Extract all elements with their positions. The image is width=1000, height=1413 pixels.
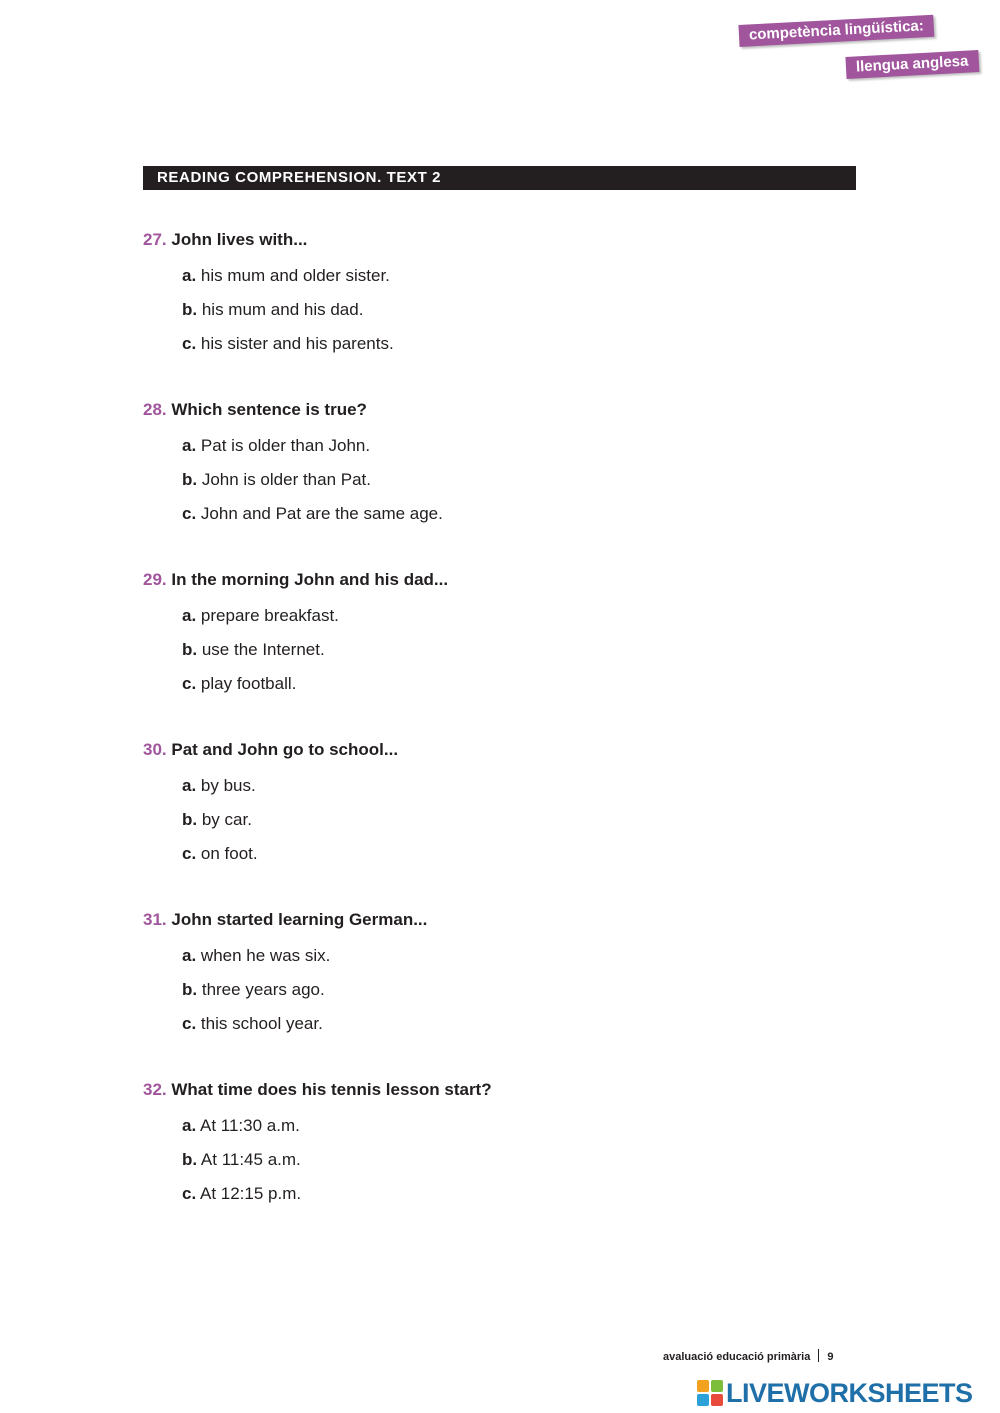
- question-31: [143, 906, 843, 1046]
- option-b[interactable]: [182, 468, 843, 502]
- option-letter: b.: [182, 810, 198, 829]
- question-30: [143, 736, 843, 876]
- option-letter: b.: [182, 1150, 198, 1169]
- option-a[interactable]: [182, 1114, 843, 1148]
- liveworksheets-logo-icon: [697, 1380, 723, 1406]
- question-number: 27.: [143, 230, 167, 249]
- option-list: [143, 944, 843, 1046]
- option-a[interactable]: [182, 264, 843, 298]
- option-letter: b.: [182, 640, 198, 659]
- footer-text: avaluació educació primària: [663, 1351, 811, 1363]
- question-number: 32.: [143, 1080, 167, 1099]
- option-letter: a.: [182, 1116, 197, 1135]
- option-c[interactable]: [182, 332, 843, 366]
- option-text: prepare breakfast.: [200, 606, 339, 625]
- page-footer: [663, 1349, 833, 1365]
- option-letter: c.: [182, 334, 197, 353]
- option-letter: a.: [182, 266, 197, 285]
- option-c[interactable]: [182, 502, 843, 536]
- option-c[interactable]: [182, 1182, 843, 1216]
- option-list: [143, 434, 843, 536]
- option-letter: a.: [182, 436, 197, 455]
- question-text: Which sentence is true?: [171, 400, 367, 419]
- question-number: 31.: [143, 910, 167, 929]
- option-b[interactable]: [182, 808, 843, 842]
- option-text: his sister and his parents.: [200, 334, 394, 353]
- question-28: [143, 396, 843, 536]
- option-text: three years ago.: [201, 980, 325, 999]
- question-32: [143, 1076, 843, 1216]
- option-b[interactable]: [182, 1148, 843, 1182]
- question-line: [143, 566, 843, 594]
- question-line: [143, 906, 843, 934]
- footer-divider: [818, 1349, 819, 1362]
- question-text: Pat and John go to school...: [171, 740, 399, 759]
- logo-text: LIVEWORKSHEETS: [726, 1378, 973, 1408]
- option-text: his mum and older sister.: [200, 266, 390, 285]
- question-text: In the morning John and his dad...: [171, 570, 449, 589]
- question-line: [143, 226, 843, 254]
- option-text: Pat is older than John.: [200, 436, 371, 455]
- option-a[interactable]: [182, 774, 843, 808]
- option-text: this school year.: [200, 1014, 323, 1033]
- option-b[interactable]: [182, 978, 843, 1012]
- page-number: 9: [827, 1351, 834, 1363]
- option-list: [143, 264, 843, 366]
- option-a[interactable]: [182, 944, 843, 978]
- section-title-bar: READING COMPREHENSION. TEXT 2: [143, 166, 856, 190]
- option-list: [143, 1114, 843, 1216]
- option-text: on foot.: [200, 844, 258, 863]
- option-letter: b.: [182, 300, 198, 319]
- option-text: John is older than Pat.: [201, 470, 372, 489]
- subject-tag-line2: llengua anglesa: [845, 50, 979, 79]
- question-number: 29.: [143, 570, 167, 589]
- option-a[interactable]: [182, 604, 843, 638]
- question-line: [143, 396, 843, 424]
- option-text: At 12:15 p.m.: [199, 1184, 302, 1203]
- option-text: by bus.: [200, 776, 256, 795]
- option-letter: c.: [182, 1014, 197, 1033]
- question-text: John started learning German...: [171, 910, 428, 929]
- question-27: [143, 226, 843, 366]
- option-letter: a.: [182, 776, 197, 795]
- option-text: use the Internet.: [201, 640, 325, 659]
- question-29: [143, 566, 843, 706]
- option-letter: b.: [182, 470, 198, 489]
- option-c[interactable]: [182, 1012, 843, 1046]
- option-text: his mum and his dad.: [201, 300, 364, 319]
- question-number: 30.: [143, 740, 167, 759]
- option-text: At 11:30 a.m.: [199, 1116, 300, 1135]
- option-b[interactable]: [182, 638, 843, 672]
- option-letter: c.: [182, 674, 197, 693]
- question-text: What time does his tennis lesson start?: [171, 1080, 492, 1099]
- option-text: John and Pat are the same age.: [200, 504, 443, 523]
- liveworksheets-logo[interactable]: [697, 1377, 973, 1409]
- option-letter: c.: [182, 504, 197, 523]
- question-text: John lives with...: [171, 230, 308, 249]
- option-letter: c.: [182, 844, 197, 863]
- option-letter: c.: [182, 1184, 197, 1203]
- option-c[interactable]: [182, 842, 843, 876]
- option-text: At 11:45 a.m.: [200, 1150, 301, 1169]
- question-number: 28.: [143, 400, 167, 419]
- subject-tag-line1: competència lingüística:: [738, 15, 934, 47]
- question-line: [143, 736, 843, 764]
- option-list: [143, 774, 843, 876]
- question-line: [143, 1076, 843, 1104]
- option-letter: a.: [182, 606, 197, 625]
- option-letter: a.: [182, 946, 197, 965]
- option-text: when he was six.: [200, 946, 331, 965]
- option-a[interactable]: [182, 434, 843, 468]
- option-c[interactable]: [182, 672, 843, 706]
- option-text: by car.: [201, 810, 252, 829]
- option-letter: b.: [182, 980, 198, 999]
- option-text: play football.: [200, 674, 297, 693]
- option-list: [143, 604, 843, 706]
- option-b[interactable]: [182, 298, 843, 332]
